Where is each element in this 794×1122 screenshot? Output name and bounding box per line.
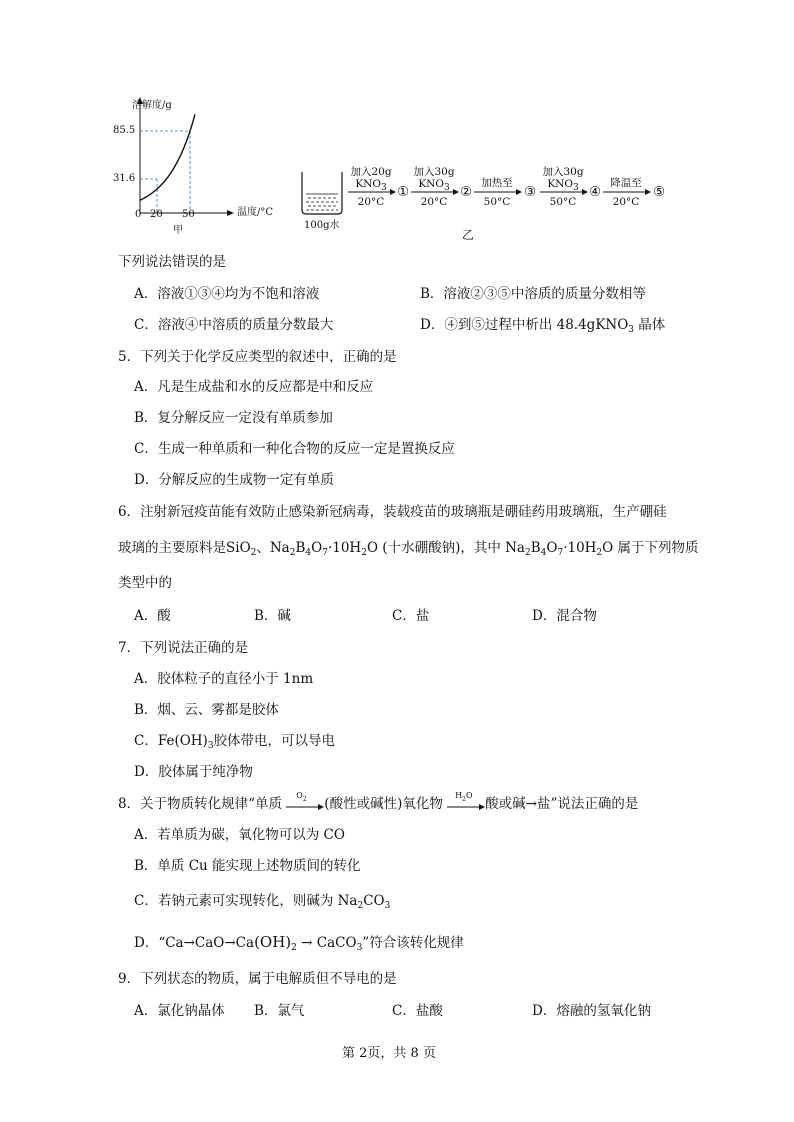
step2-arrow bbox=[411, 188, 459, 196]
step2-bottom: 20°C bbox=[420, 196, 448, 208]
node-2: ② bbox=[460, 184, 473, 200]
q5-option-d: D．分解反应的生成物一定有单质 bbox=[134, 472, 334, 488]
beaker-icon bbox=[298, 170, 346, 218]
x-axis-arrow bbox=[227, 210, 234, 216]
q9-option-c: C．盐酸 bbox=[392, 1003, 443, 1019]
node-3: ③ bbox=[524, 184, 537, 200]
solubility-curve bbox=[140, 114, 195, 200]
step4-mid: $KNO_3$ bbox=[547, 178, 579, 193]
y-axis-label: 溶解度/g bbox=[132, 100, 172, 111]
beaker-label: 100g水 bbox=[304, 220, 340, 231]
q4-option-d: D．④到⑤过程中析出 48.4gKNO$_3$ 晶体 bbox=[420, 317, 666, 335]
q5-option-c: C．生成一种单质和一种化合物的反应一定是置换反应 bbox=[134, 441, 455, 457]
q8-option-a: A．若单质为碳，氧化物可以为 CO bbox=[134, 827, 345, 843]
y-tick-85: 85.5 bbox=[113, 125, 136, 136]
q7-option-d: D．胶体属于纯净物 bbox=[134, 764, 253, 780]
step4-arrow bbox=[540, 188, 588, 196]
q6-line1: 6．注射新冠疫苗能有效防止感染新冠病毒，装载疫苗的玻璃瓶是硼硅药用玻璃瓶，生产硼硅 bbox=[118, 504, 667, 520]
node-5: ⑤ bbox=[653, 184, 666, 200]
q8-option-d: D．“$Ca\to CaO\to Ca(OH)_2$ → CaCO$_3$”符合该转化规律 bbox=[134, 933, 464, 953]
q5-option-a: A．凡是生成盐和水的反应都是中和反应 bbox=[134, 379, 374, 395]
q8-option-b: B．单质 Cu 能实现上述物质间的转化 bbox=[134, 858, 361, 874]
node-4: ④ bbox=[589, 184, 602, 200]
page-footer: 第 2页，共 8 页 bbox=[342, 1046, 436, 1061]
q7-option-c: C．$Fe(OH)_3$胶体带电，可以导电 bbox=[134, 733, 336, 751]
x-axis-label: 温度/°C bbox=[237, 207, 274, 218]
arrow-h2o: $H_2O$ bbox=[447, 798, 485, 812]
q7-option-a: A．胶体粒子的直径小于 1nm bbox=[134, 671, 314, 687]
q6-option-c: C．盐 bbox=[392, 608, 430, 624]
q6-option-b: B．碱 bbox=[254, 608, 291, 624]
step1-top: 加入20g bbox=[350, 166, 392, 178]
step1-bottom: 20°C bbox=[357, 196, 385, 208]
q7-option-b: B．烟、云、雾都是胶体 bbox=[134, 702, 279, 718]
q6-option-a: A．酸 bbox=[134, 608, 171, 624]
q9-stem: 9．下列状态的物质，属于电解质但不导电的是 bbox=[118, 971, 397, 987]
q9-option-d: D．熔融的氢氧化钠 bbox=[532, 1003, 651, 1019]
q8-stem: 8．关于物质转化规律“单质 $O_2$ (酸性或碱性)氧化物 $H_2O$ 酸或碱→盐”说法正确的是 bbox=[118, 790, 639, 812]
q6-line2: 玻璃的主要原料是SiO$_2$、$Na_2B_4O_7\cdot 10H_2O$ (十水硼酸钠)，其中 $Na_2B_4O_7\cdot 10H_2O$ 属于下列物质 bbox=[118, 540, 699, 558]
step4-top: 加入30g bbox=[542, 166, 584, 178]
q6-option-d: D．混合物 bbox=[532, 608, 597, 624]
step4-bottom: 50°C bbox=[549, 196, 577, 208]
q4-option-a: A．溶液①③④均为不饱和溶液 bbox=[134, 286, 320, 302]
q4-stem: 下列说法错误的是 bbox=[118, 254, 226, 270]
q4-option-b: B．溶液②③⑤中溶质的质量分数相等 bbox=[420, 286, 646, 302]
q5-option-b: B．复分解反应一定没有单质参加 bbox=[134, 410, 333, 426]
step5-arrow bbox=[603, 188, 651, 196]
q8-option-c: C．若钠元素可实现转化，则碱为 $Na_2CO_3$ bbox=[134, 893, 391, 911]
q7-stem: 7．下列说法正确的是 bbox=[118, 640, 249, 656]
arrow-o2: $O_2$ bbox=[286, 798, 324, 812]
q5-stem: 5．下列关于化学反应类型的叙述中，正确的是 bbox=[118, 349, 397, 365]
step2-top: 加入30g bbox=[413, 166, 455, 178]
step5-bottom: 20°C bbox=[612, 196, 640, 208]
node-1: ① bbox=[397, 184, 410, 200]
x-tick-20: 20 bbox=[150, 209, 163, 220]
x-tick-50: 50 bbox=[182, 209, 195, 220]
x-tick-0: 0 bbox=[135, 209, 142, 220]
step3-arrow bbox=[474, 188, 522, 196]
q6-line3: 类型中的 bbox=[118, 575, 172, 591]
step1-arrow bbox=[348, 188, 396, 196]
step3-bottom: 50°C bbox=[483, 196, 511, 208]
q4-option-c: C．溶液④中溶质的质量分数最大 bbox=[134, 317, 334, 333]
y-tick-31: 31.6 bbox=[113, 173, 136, 184]
q9-option-a: A．氯化钠晶体 bbox=[134, 1003, 225, 1019]
flow-label: 乙 bbox=[462, 228, 475, 242]
step2-mid: $KNO_3$ bbox=[418, 178, 450, 193]
step5-top: 降温至 bbox=[610, 177, 642, 189]
step3-top: 加热至 bbox=[481, 177, 513, 189]
graph-label: 甲 bbox=[173, 225, 183, 236]
q9-option-b: B．氯气 bbox=[254, 1003, 305, 1019]
step1-mid: $KNO_3$ bbox=[355, 178, 387, 193]
